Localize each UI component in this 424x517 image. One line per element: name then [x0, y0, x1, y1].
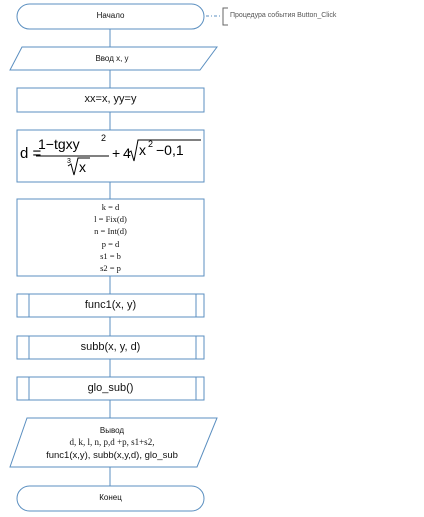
glo-sub-label: glo_sub() [87, 382, 134, 394]
assign-line-k: k = d [101, 202, 120, 212]
assign-line-l: l = Fix(d) [94, 214, 127, 225]
formula-root4-rest: −0,1 [156, 142, 184, 158]
formula-plus: + [112, 145, 121, 161]
formula-root3-index: 3 [67, 158, 71, 165]
comment-bracket [223, 8, 228, 25]
assign-line-n: n = Int(d) [94, 226, 127, 237]
comment-label: Процедура события Button_Click [230, 12, 337, 19]
variables-block [17, 201, 204, 274]
formula-root4-arg: x [139, 142, 146, 158]
formula-numerator: 1−tgxy [38, 136, 80, 152]
output-title: Вывод [99, 426, 125, 435]
input-label: Ввод x, y [95, 54, 129, 63]
assign-label: xx=x, yy=y [84, 93, 137, 105]
output-line-1: d, k, l, n, p,d +p, s1+s2, [69, 437, 155, 447]
start-label: Начало [96, 11, 125, 20]
formula-lhs: d = [20, 145, 42, 162]
output-line-2: func1(x,y), subb(x,y,d), glo_sub [46, 450, 178, 461]
assign-line-s1: s1 = b [100, 250, 121, 261]
formula-root3-arg: x [79, 159, 86, 175]
assign-line-s2: s2 = p [100, 263, 121, 274]
func1-label: func1(x, y) [84, 299, 137, 311]
assign-line-p: p = d [101, 238, 120, 249]
formula-root4-power: 2 [148, 139, 154, 149]
formula-coef: 4 [123, 145, 131, 161]
end-label: Конец [99, 493, 122, 502]
subb-label: subb(x, y, d) [80, 341, 141, 353]
formula-numerator-power: 2 [101, 133, 107, 143]
